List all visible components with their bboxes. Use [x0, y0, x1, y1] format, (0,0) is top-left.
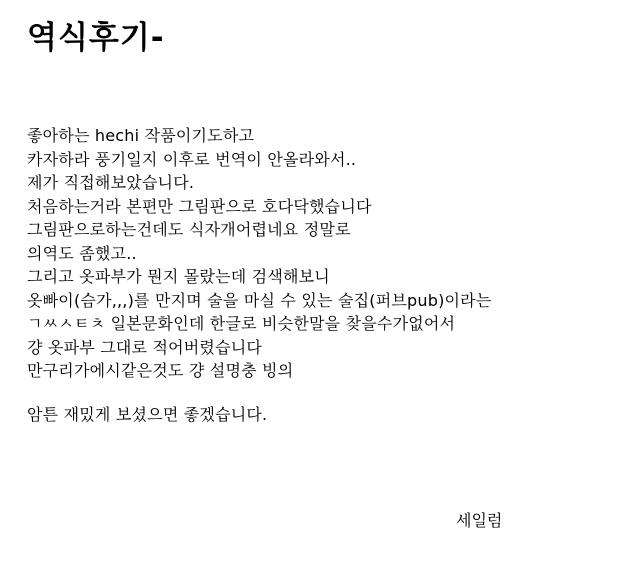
body-line: 처음하는거라 본편만 그림판으로 호다닥했습니다 [27, 196, 372, 216]
body-line: 그림판으로하는건데도 식자개어렵네요 정말로 [27, 220, 351, 239]
body-line: 제가 직접해보았습니다. [27, 173, 195, 192]
body-line: 의역도 좀했고.. [27, 243, 137, 263]
body-line: 걍 옷파부 그대로 적어버렸습니다 [27, 337, 263, 357]
body-line: 만구리가에시같은것도 걍 설명충 빙의 [27, 361, 294, 380]
body-line: 좋아하는 hechi 작품이기도하고 [27, 126, 255, 145]
body-line: 그리고 옷파부가 뭔지 몰랐는데 검색해보니 [27, 267, 330, 286]
signature: 세일럼 [456, 511, 503, 530]
body-line: 카자하라 풍기일지 이후로 번역이 안올라와서.. [27, 149, 357, 169]
afterword-body [27, 124, 617, 426]
paragraph-gap [27, 383, 617, 403]
closing-line: 암튼 재밌게 보셨으면 좋겠습니다. [27, 404, 268, 424]
body-line: 옷빠이(슴가,,,)를 만지며 술을 마실 수 있는 술집(퍼브pub)이라는 [27, 290, 492, 310]
page-title: 역식후기- [27, 20, 165, 56]
body-line: ㄱㅆㅅㅌㅊ 일본문화인데 한글로 비슷한말을 찾을수가없어서 [27, 314, 456, 333]
